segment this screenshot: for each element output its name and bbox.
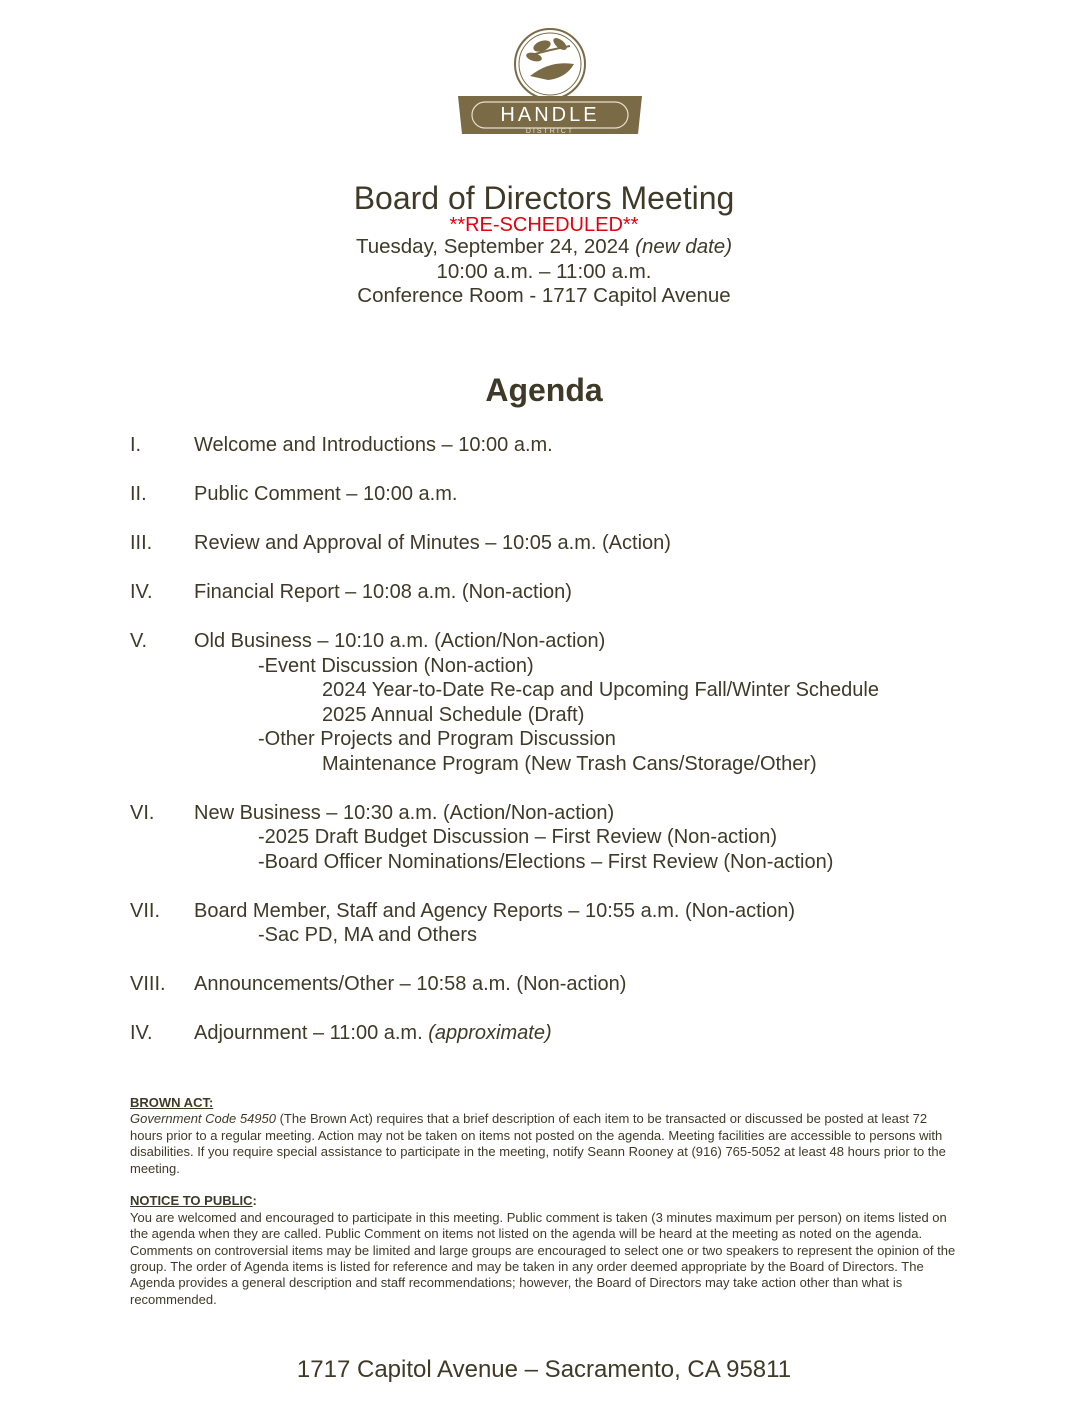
notice-colon: : [252,1193,257,1209]
agenda-item-title [130,801,1030,826]
agenda-item-title [130,433,1030,458]
agenda-item [130,433,1030,458]
agenda-item [130,801,1030,875]
agenda-item-title [130,1021,1030,1046]
agenda-subitem: -Sac PD, MA and Others [258,924,477,946]
notice-text: You are welcomed and encouraged to participate in this meeting. Public comment is taken (3 minutes maximum per person) on items listed on the agenda when they are called. Public Comment on items not listed on the agenda will be heard at the meeting as noted on the agenda. Comments on controversial items may be limited and large groups are encouraged to select one or two speakers to represent the opinion of the group. The order of Agenda items is listed for reference and may be taken in any order deemed appropriate by the Board of Directors. The Agenda provides a general description and staff recommendations; however, the Board of Directors may take action other than what is recommended. [130,1209,956,1307]
agenda-item-number: VII. [130,899,161,922]
agenda-item [130,972,1030,997]
agenda-subitem: -Other Projects and Program Discussion [258,728,616,750]
agenda-item-number: VIII. [130,973,166,995]
agenda-item-title [130,482,1030,507]
agenda-item-text: Welcome and Introductions – 10:00 a.m. [194,434,553,456]
date-text: Tuesday, September 24, 2024 [355,235,630,258]
agenda-item-number: IV. [130,581,153,603]
meeting-location: Conference Room - 1717 Capitol Avenue [357,284,731,307]
agenda-item-text: Financial Report – 10:08 a.m. (Non-action) [194,581,572,603]
agenda-item-title [130,531,1030,556]
rescheduled-notice: **RE-SCHEDULED** [449,214,639,236]
agenda-subitem: 2025 Annual Schedule (Draft) [322,703,585,726]
agenda-item-number: VI. [130,801,155,824]
agenda-subitem: Maintenance Program (New Trash Cans/Storage/Other) [322,752,817,775]
agenda-item-number: III. [130,532,153,554]
agenda-item-title [130,629,1030,654]
agenda-item-text: Review and Approval of Minutes – 10:05 a.m. (Action) [194,532,671,554]
agenda-item-text: Board Member, Staff and Agency Reports – 10:55 a.m. (Non-action) [194,899,796,922]
agenda-item [130,629,1030,776]
agenda-item-text: Adjournment – 11:00 a.m. [194,1022,423,1044]
agenda-item-text: Announcements/Other – 10:58 a.m. (Non-action) [194,973,627,995]
agenda-item-title [130,899,1030,924]
agenda-item-title [130,972,1030,997]
brown-act-body: (The Brown Act) requires that a brief description of each item to be transacted or discussed be posted at least 72 hours prior to a regular meeting. Action may not be taken on items not posted on the agenda. Meeting facilities are accessible to persons with disabilities. If you require special assistance to participate in the meeting, notify Seann Rooney at (916) 765-5052 at least 48 hours prior to the meeting. [130,1111,946,1176]
agenda-item-text: Old Business – 10:10 a.m. (Action/Non-action) [194,630,606,652]
notice-heading [130,1193,960,1209]
svg-text:DISTRICT: DISTRICT [525,128,575,135]
agenda-item-number: IV. [130,1022,153,1044]
agenda-subitem: -Event Discussion (Non-action) [258,654,534,677]
meeting-time: 10:00 a.m. – 11:00 a.m. [436,259,652,283]
agenda-subitem: -Board Officer Nominations/Elections – First Review (Non-action) [258,850,834,873]
agenda-list [130,433,1030,1070]
meeting-date [0,235,1088,260]
notes-section [130,1095,960,1325]
handle-district-logo [458,26,642,142]
date-note: (new date) [635,235,733,258]
agenda-heading: Agenda [485,372,603,408]
brown-act-heading: BROWN ACT: [130,1095,214,1110]
agenda-item [130,580,1030,605]
agenda-item-note: (approximate) [428,1022,552,1044]
agenda-item [130,899,1030,948]
brown-act-code: Government Code 54950 [130,1111,276,1127]
meeting-header [0,178,1088,309]
agenda-item-title [130,580,1030,605]
agenda-item [130,531,1030,556]
footer-address: 1717 Capitol Avenue – Sacramento, CA 95811 [296,1356,792,1383]
agenda-item [130,482,1030,507]
brown-act-text [130,1111,960,1177]
agenda-item-number: I. [130,434,142,456]
agenda-subitem: -2025 Draft Budget Discussion – First Review (Non-action) [258,826,778,848]
agenda-item [130,1021,1030,1046]
meeting-title: Board of Directors Meeting [353,180,735,216]
agenda-item-number: V. [130,630,148,652]
agenda-subitem: 2024 Year-to-Date Re-cap and Upcoming Fall/Winter Schedule [322,679,879,701]
agenda-item-number: II. [130,483,147,505]
agenda-item-text: Public Comment – 10:00 a.m. [194,483,458,505]
svg-text:HANDLE: HANDLE [500,104,600,126]
agenda-item-text: New Business – 10:30 a.m. (Action/Non-action) [194,801,615,824]
notice-heading-text: NOTICE TO PUBLIC [130,1193,253,1209]
